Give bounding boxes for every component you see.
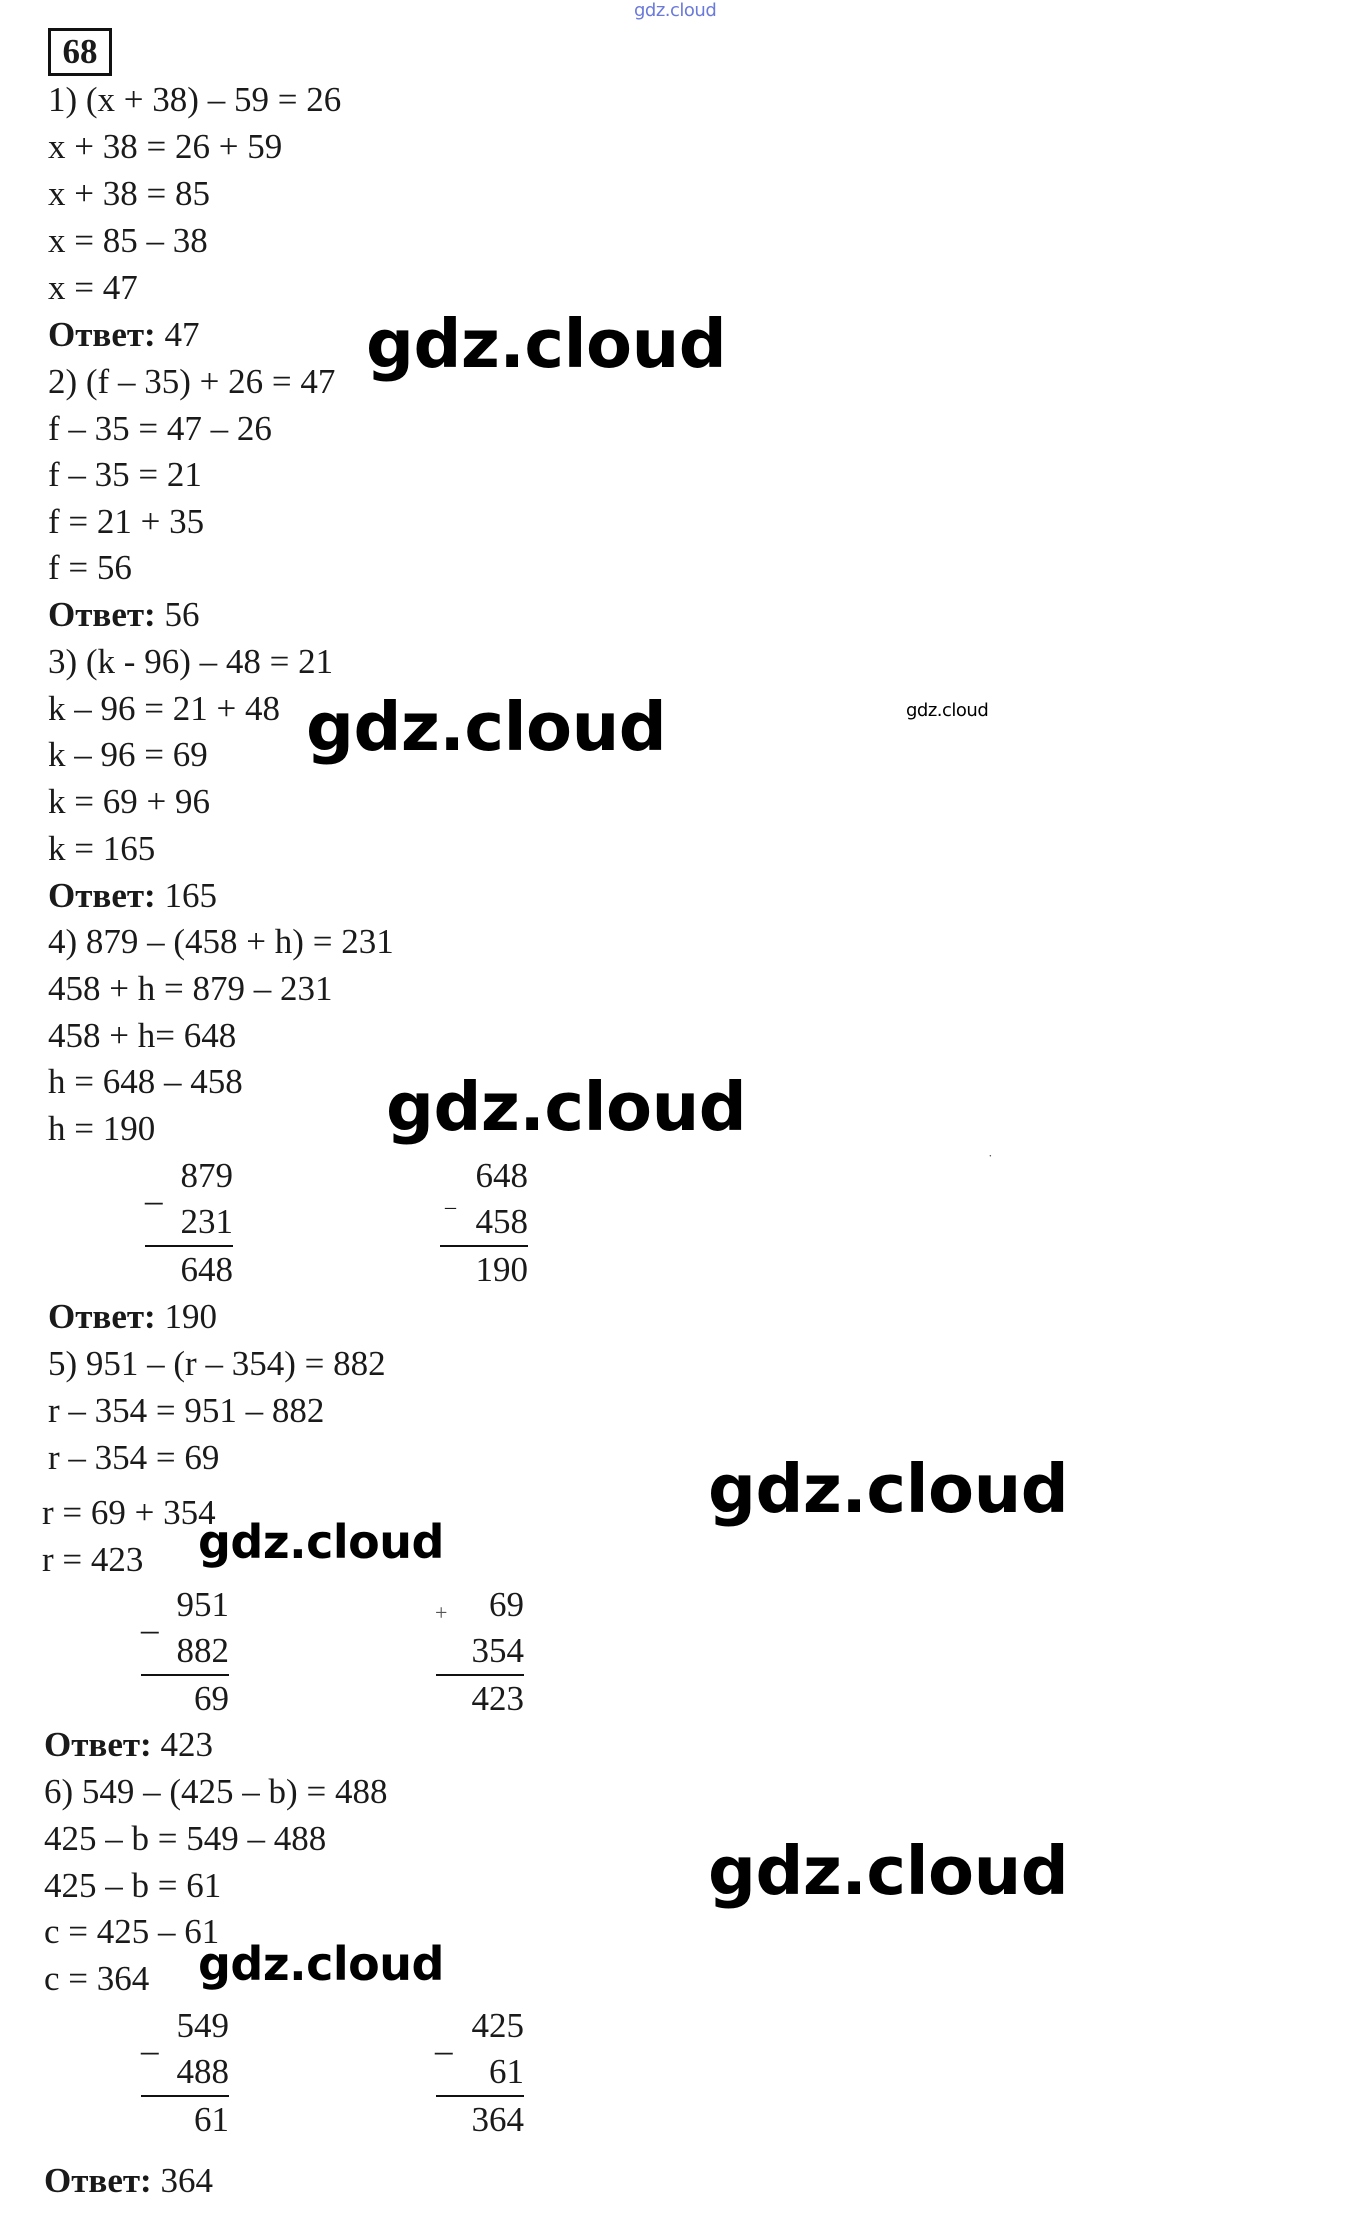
answer-label: Ответ: [44, 1725, 152, 1764]
equation-line: k = 165 [48, 829, 156, 868]
answer-line [48, 874, 217, 918]
watermark: gdz.cloud [708, 1832, 1069, 1910]
equation-line: r – 354 = 69 [48, 1438, 220, 1477]
subtrahend: 882 [141, 1628, 229, 1676]
answer-value: 423 [151, 1725, 213, 1764]
minus-sign: _ [445, 1186, 456, 1211]
equation-line: 425 – b = 61 [44, 1866, 222, 1905]
minuend: 425 [471, 2006, 524, 2045]
equation-line: x = 85 – 38 [48, 221, 208, 260]
equation-line: r – 354 = 951 – 882 [48, 1391, 325, 1430]
answer-line [48, 593, 199, 637]
answer-line [44, 1723, 213, 1767]
watermark: gdz.cloud [366, 305, 727, 383]
watermark: gdz.cloud [306, 688, 667, 766]
column-calc [141, 1582, 229, 1722]
equation-line: f – 35 = 21 [48, 455, 202, 494]
difference: 190 [475, 1250, 528, 1289]
minus-sign: _ [141, 2019, 159, 2058]
answer-value: 190 [155, 1297, 217, 1336]
task-number-box: 68 [48, 28, 112, 76]
minuend: 648 [475, 1156, 528, 1195]
column-calc [440, 1153, 528, 1293]
minus-sign: _ [435, 2019, 453, 2058]
minuend: 549 [176, 2006, 229, 2045]
speck-mark: ˙ [988, 1153, 993, 1168]
answer-label: Ответ: [48, 876, 156, 915]
difference: 648 [180, 1250, 233, 1289]
equation-line: 425 – b = 549 – 488 [44, 1819, 327, 1858]
equation-line: c = 425 – 61 [44, 1912, 220, 1951]
equation-line: r = 69 + 354 [42, 1493, 216, 1532]
equation-line: 458 + h = 879 – 231 [48, 969, 333, 1008]
equation-line: k = 69 + 96 [48, 782, 210, 821]
equation-line: 4) 879 – (458 + h) = 231 [48, 922, 394, 961]
watermark: gdz.cloud [386, 1068, 747, 1146]
answer-label: Ответ: [48, 595, 156, 634]
watermark: gdz.cloud [906, 700, 989, 721]
column-calc [145, 1153, 233, 1293]
difference: 61 [194, 2100, 229, 2139]
equation-line: r = 423 [42, 1540, 144, 1579]
equation-line: h = 190 [48, 1109, 156, 1148]
answer-line [48, 1295, 217, 1339]
answer-label: Ответ: [48, 315, 156, 354]
equation-line: 5) 951 – (r – 354) = 882 [48, 1344, 386, 1383]
sum: 423 [471, 1679, 524, 1718]
equation-line: 458 + h= 648 [48, 1016, 237, 1055]
answer-label: Ответ: [44, 2161, 152, 2200]
column-calc [436, 2003, 524, 2143]
equation-line: x + 38 = 85 [48, 174, 210, 213]
equation-line: x + 38 = 26 + 59 [48, 127, 283, 166]
watermark-top: gdz.cloud [634, 0, 717, 21]
equation-line: x = 47 [48, 268, 138, 307]
minus-sign: _ [141, 1598, 159, 1637]
difference: 364 [471, 2100, 524, 2139]
subtrahend: 458 [440, 1199, 528, 1247]
watermark: gdz.cloud [198, 1937, 444, 1991]
subtrahend: 488 [141, 2049, 229, 2097]
column-calc [141, 2003, 229, 2143]
answer-value: 165 [155, 876, 217, 915]
equation-line: 6) 549 – (425 – b) = 488 [44, 1772, 388, 1811]
subtrahend: 231 [145, 1199, 233, 1247]
equation-line: 3) (k - 96) – 48 = 21 [48, 642, 334, 681]
column-calc [436, 1582, 524, 1722]
minus-sign: _ [145, 1169, 163, 1208]
answer-line [44, 2159, 213, 2203]
answer-value: 47 [155, 315, 200, 354]
addend: 354 [436, 1628, 524, 1676]
answer-value: 56 [155, 595, 200, 634]
answer-line [48, 313, 199, 357]
equation-line: 2) (f – 35) + 26 = 47 [48, 362, 336, 401]
equation-line: f – 35 = 47 – 26 [48, 409, 272, 448]
equation-line: f = 21 + 35 [48, 502, 205, 541]
equation-line: f = 56 [48, 548, 132, 587]
watermark: gdz.cloud [708, 1450, 1069, 1528]
equation-line: 1) (x + 38) – 59 = 26 [48, 80, 342, 119]
difference: 69 [194, 1679, 229, 1718]
minuend: 879 [180, 1156, 233, 1195]
plus-sign: + [435, 1600, 448, 1625]
equation-line: c = 364 [44, 1959, 150, 1998]
equation-line: k – 96 = 69 [48, 735, 208, 774]
answer-label: Ответ: [48, 1297, 156, 1336]
watermark: gdz.cloud [198, 1515, 444, 1569]
equation-line: k – 96 = 21 + 48 [48, 689, 280, 728]
equation-line: h = 648 – 458 [48, 1062, 243, 1101]
addend: 69 [489, 1585, 524, 1624]
minuend: 951 [176, 1585, 229, 1624]
subtrahend: 61 [436, 2049, 524, 2097]
answer-value: 364 [151, 2161, 213, 2200]
